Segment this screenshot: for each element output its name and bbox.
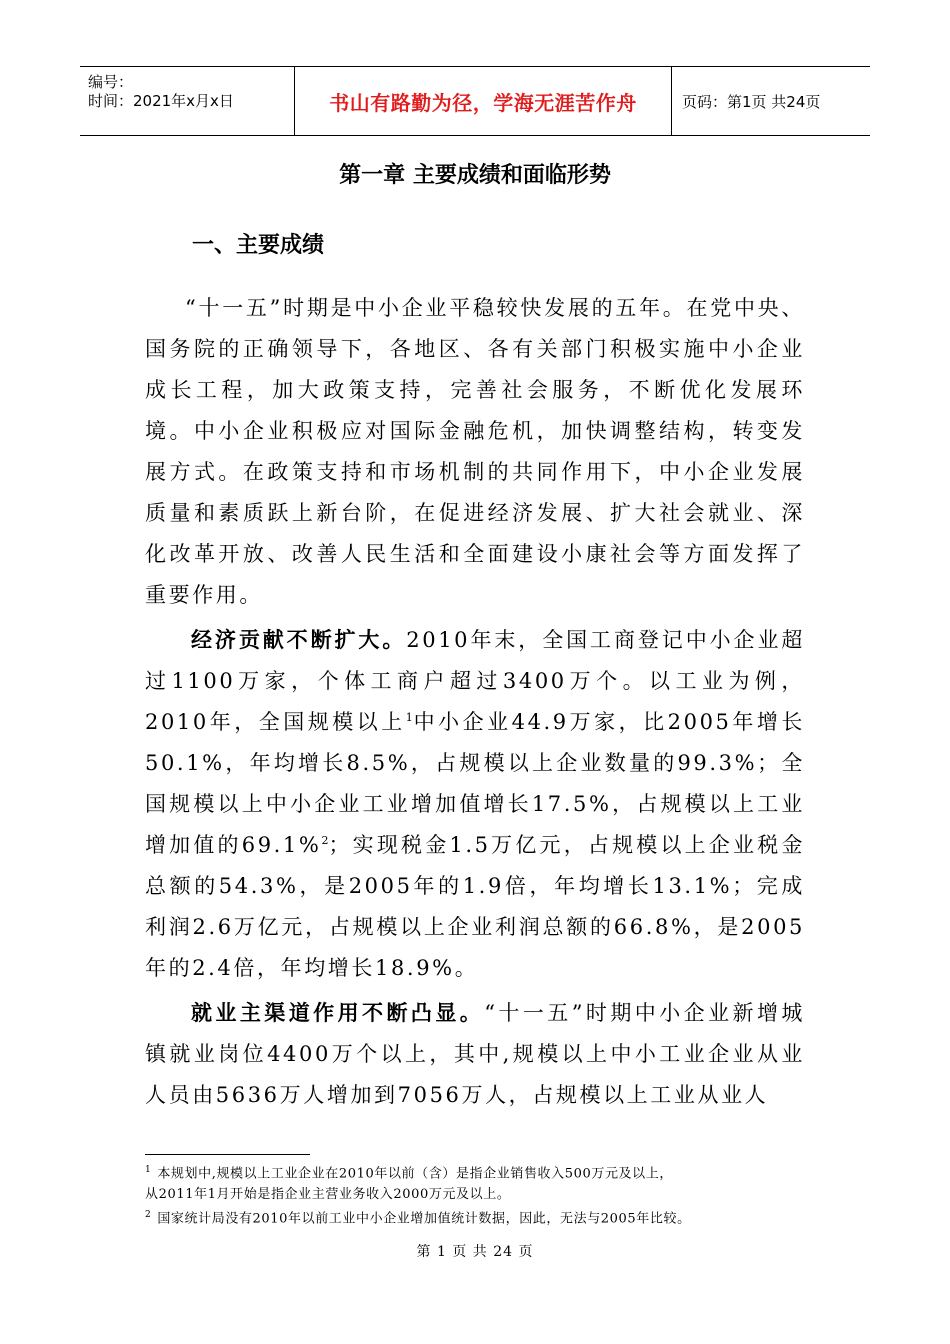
paragraph-text: ；实现税金1.5万亿元，占规模以上企业税金总额的54.3%，是2005年的1.9倍，年均增长13.1%；完成利润2.6万亿元，占规模以上企业利润总额的66.8%，是2005年的2.4倍，年均增长18.9%。 — [145, 833, 805, 980]
paragraph-lead: 经济贡献不断扩大。 — [191, 627, 407, 652]
footnote-text: 国家统计局没有2010年以前工业中小企业增加值统计数据，因此，无法与2005年比较。 — [157, 1211, 691, 1227]
footnote-divider — [145, 1154, 310, 1155]
footnote-ref-2[interactable]: 2 — [321, 834, 329, 847]
footnote-1-continued: 从2011年1月开始是指企业主营业务收入2000万元及以上。 — [145, 1187, 511, 1203]
chapter-title: 第一章 主要成绩和面临形势 — [339, 163, 611, 188]
footnotes — [145, 1160, 815, 1230]
header-meta — [80, 67, 295, 135]
footnote-2 — [145, 1205, 815, 1229]
header-motto: 书山有路勤为径，学海无涯苦作舟 — [295, 67, 672, 135]
paragraph-text: 中小企业44.9万家，比2005年增长50.1%，年均增长8.5%，占规模以上企业数量的99.3%；全国规模以上中小企业工业增加值增长17.5%，占规模以上工业增加值的69.1% — [145, 710, 805, 857]
body-text — [145, 288, 805, 1119]
paragraph-economic-contribution — [145, 619, 805, 989]
paragraph-text: 2010年末，全国工商登记中小企业超过1100万家，个体工商户超过3400万个。以工业为例，2010年，全国规模以上 — [145, 628, 805, 734]
header-page-info: 页码：第1页 共24页 — [682, 92, 821, 111]
document-header — [80, 66, 870, 136]
footnote-text: 本规划中,规模以上工业企业在2010年以前（含）是指企业销售收入500万元及以上， — [157, 1166, 673, 1182]
time-label: 时间：2021年x月x日 — [88, 92, 234, 110]
footnote-ref-1[interactable]: 1 — [405, 711, 413, 724]
paragraph-intro: “十一五”时期是中小企业平稳较快发展的五年。在党中央、国务院的正确领导下，各地区、各有关部门积极实施中小企业成长工程，加大政策支持，完善社会服务，不断优化发展环境。中小企业积极应对国际金融危机，加快调整结构，转变发展方式。在政策支持和市场机制的共同作用下，中小企业发展质量和素质跃上新台阶，在促进经济发展、扩大社会就业、深化改革开放、改善人民生活和全面建设小康社会等方面发挥了重要作用。 — [145, 296, 805, 607]
paragraph-lead: 就业主渠道作用不断凸显。 — [191, 1000, 485, 1025]
section-title: 一、主要成绩 — [192, 233, 325, 258]
footnote-mark: 2 — [145, 1210, 152, 1221]
footnote-mark: 1 — [145, 1165, 152, 1175]
paragraph-text: “十一五”时期中小企业新增城镇就业岗位4400万个以上，其中,规模以上中小工业企业从业人员由5636万人增加到7056万人，占规模以上工业从业人 — [145, 1001, 805, 1107]
number-label: 编号： — [88, 73, 134, 91]
paragraph-employment — [145, 992, 805, 1116]
footnote-1 — [145, 1160, 815, 1184]
page-footer: 第 1 页 共 24 页 — [416, 1244, 534, 1260]
